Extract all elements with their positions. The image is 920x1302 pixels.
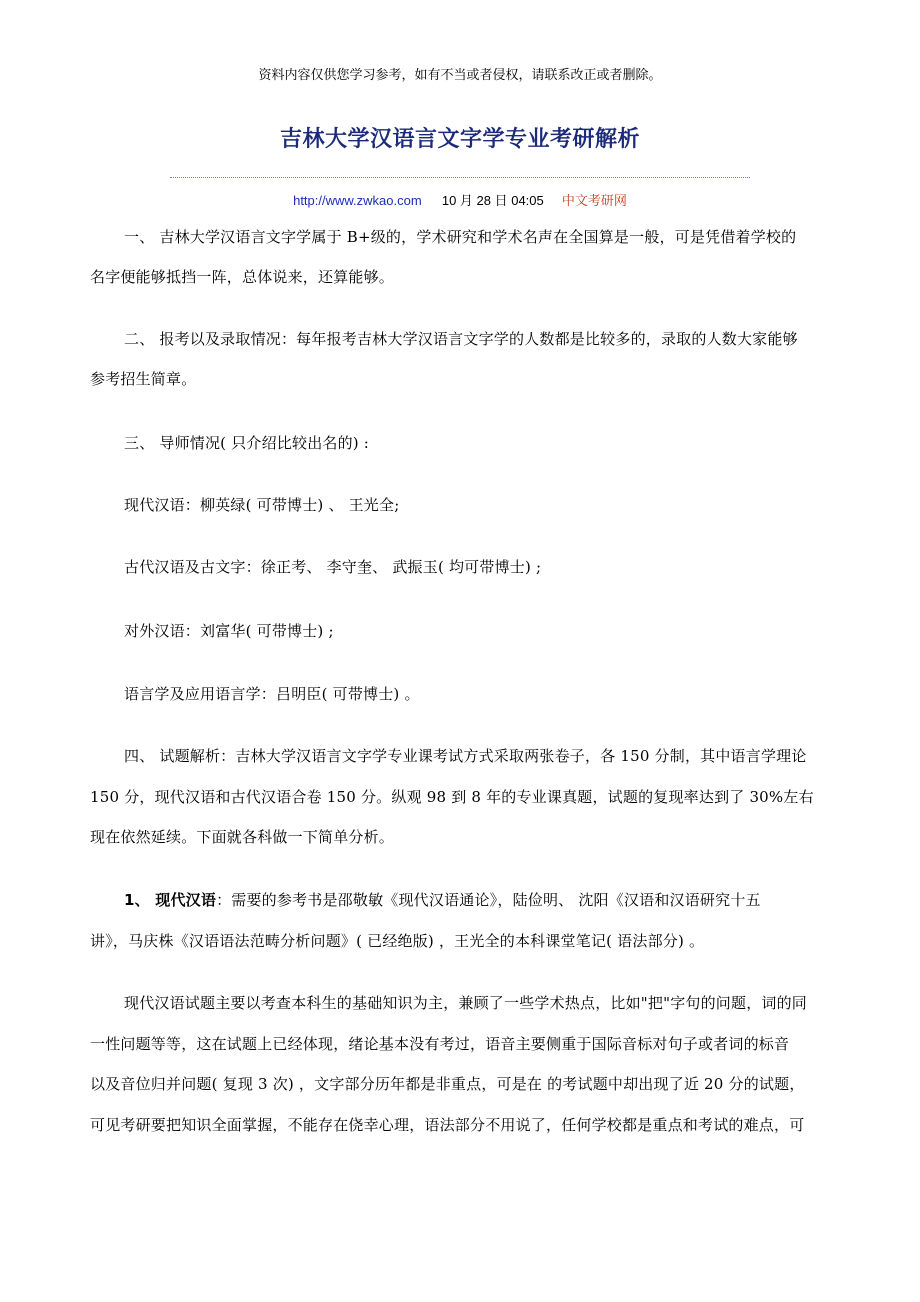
article-body — [90, 0, 832, 1302]
disclaimer: 资料内容仅供您学习参考，如有不当或者侵权，请联系改正或者删除。 — [258, 68, 662, 83]
paragraph-1-line-2: 名字便能够抵挡一阵，总体说来，还算能够。 — [90, 268, 395, 286]
tutor-modern-chinese: 现代汉语：柳英绿( 可带博士) 、 王光全; — [124, 496, 400, 514]
section-1-line-2: 讲》，马庆株《汉语语法范畴分析问题》( 已经绝版) ，王光全的本科课堂笔记( 语法部分) 。 — [90, 932, 705, 950]
section-1-heading: 1、 现代汉语 — [124, 891, 217, 909]
paragraph-5-line-4: 可见考研要把知识全面掌握，不能存在侥幸心理，语法部分不用说了，任何学校都是重点和考试的难点，可 — [90, 1116, 805, 1134]
paragraph-2-line-2: 参考招生简章。 — [90, 370, 197, 388]
tutor-foreign-chinese: 对外汉语：刘富华( 可带博士) ; — [124, 622, 334, 640]
source-name: 中文考研网 — [561, 194, 627, 209]
section-1-text: ：需要的参考书是邵敬敏《现代汉语通论》，陆俭明、 沈阳《汉语和汉语研究十五 — [216, 891, 761, 909]
tutor-linguistics: 语言学及应用语言学：吕明臣( 可带博士) 。 — [124, 685, 420, 703]
publish-date: 10 月 28 日 04:05 — [441, 193, 544, 208]
source-url-link[interactable]: http://www.zwkao.com — [293, 193, 422, 208]
page-title: 吉林大学汉语言文字学专业考研解析 — [279, 127, 640, 152]
paragraph-5-line-1: 现代汉语试题主要以考查本科生的基础知识为主，兼顾了一些学术热点，比如"把"字句的问题，词的同 — [124, 994, 808, 1012]
paragraph-4-line-2: 150 分，现代汉语和古代汉语合卷 150 分。纵观 98 到 8 年的专业课真题，试题的复现率达到了 30%左右 — [90, 788, 814, 806]
paragraph-5-line-3: 以及音位归并问题( 复现 3 次) ，文字部分历年都是非重点，可是在 的考试题中却出现了近 20 分的试题， — [90, 1075, 805, 1093]
paragraph-2-line-1: 二、 报考以及录取情况：每年报考吉林大学汉语言文字学的人数都是比较多的，录取的人数大家能够 — [124, 330, 798, 348]
paragraph-1-line-1: 一、 吉林大学汉语言文字学属于 B+级的，学术研究和学术名声在全国算是一般，可是凭借着学校的 — [124, 228, 797, 246]
paragraph-4-line-1: 四、 试题解析：吉林大学汉语言文字学专业课考试方式采取两张卷子，各 150 分制，其中语言学理论 — [124, 747, 807, 765]
paragraph-3: 三、 导师情况( 只介绍比较出名的) : — [124, 434, 370, 452]
section-1-line-1 — [124, 889, 761, 910]
paragraph-5-line-2: 一性问题等等，这在试题上已经体现，绪论基本没有考过，语音主要侧重于国际音标对句子或者词的标音 — [90, 1035, 790, 1053]
tutor-ancient-chinese: 古代汉语及古文字：徐正考、 李守奎、 武振玉( 均可带博士) ; — [124, 558, 542, 576]
paragraph-4-line-3: 现在依然延续。下面就各科做一下简单分析。 — [90, 828, 395, 846]
